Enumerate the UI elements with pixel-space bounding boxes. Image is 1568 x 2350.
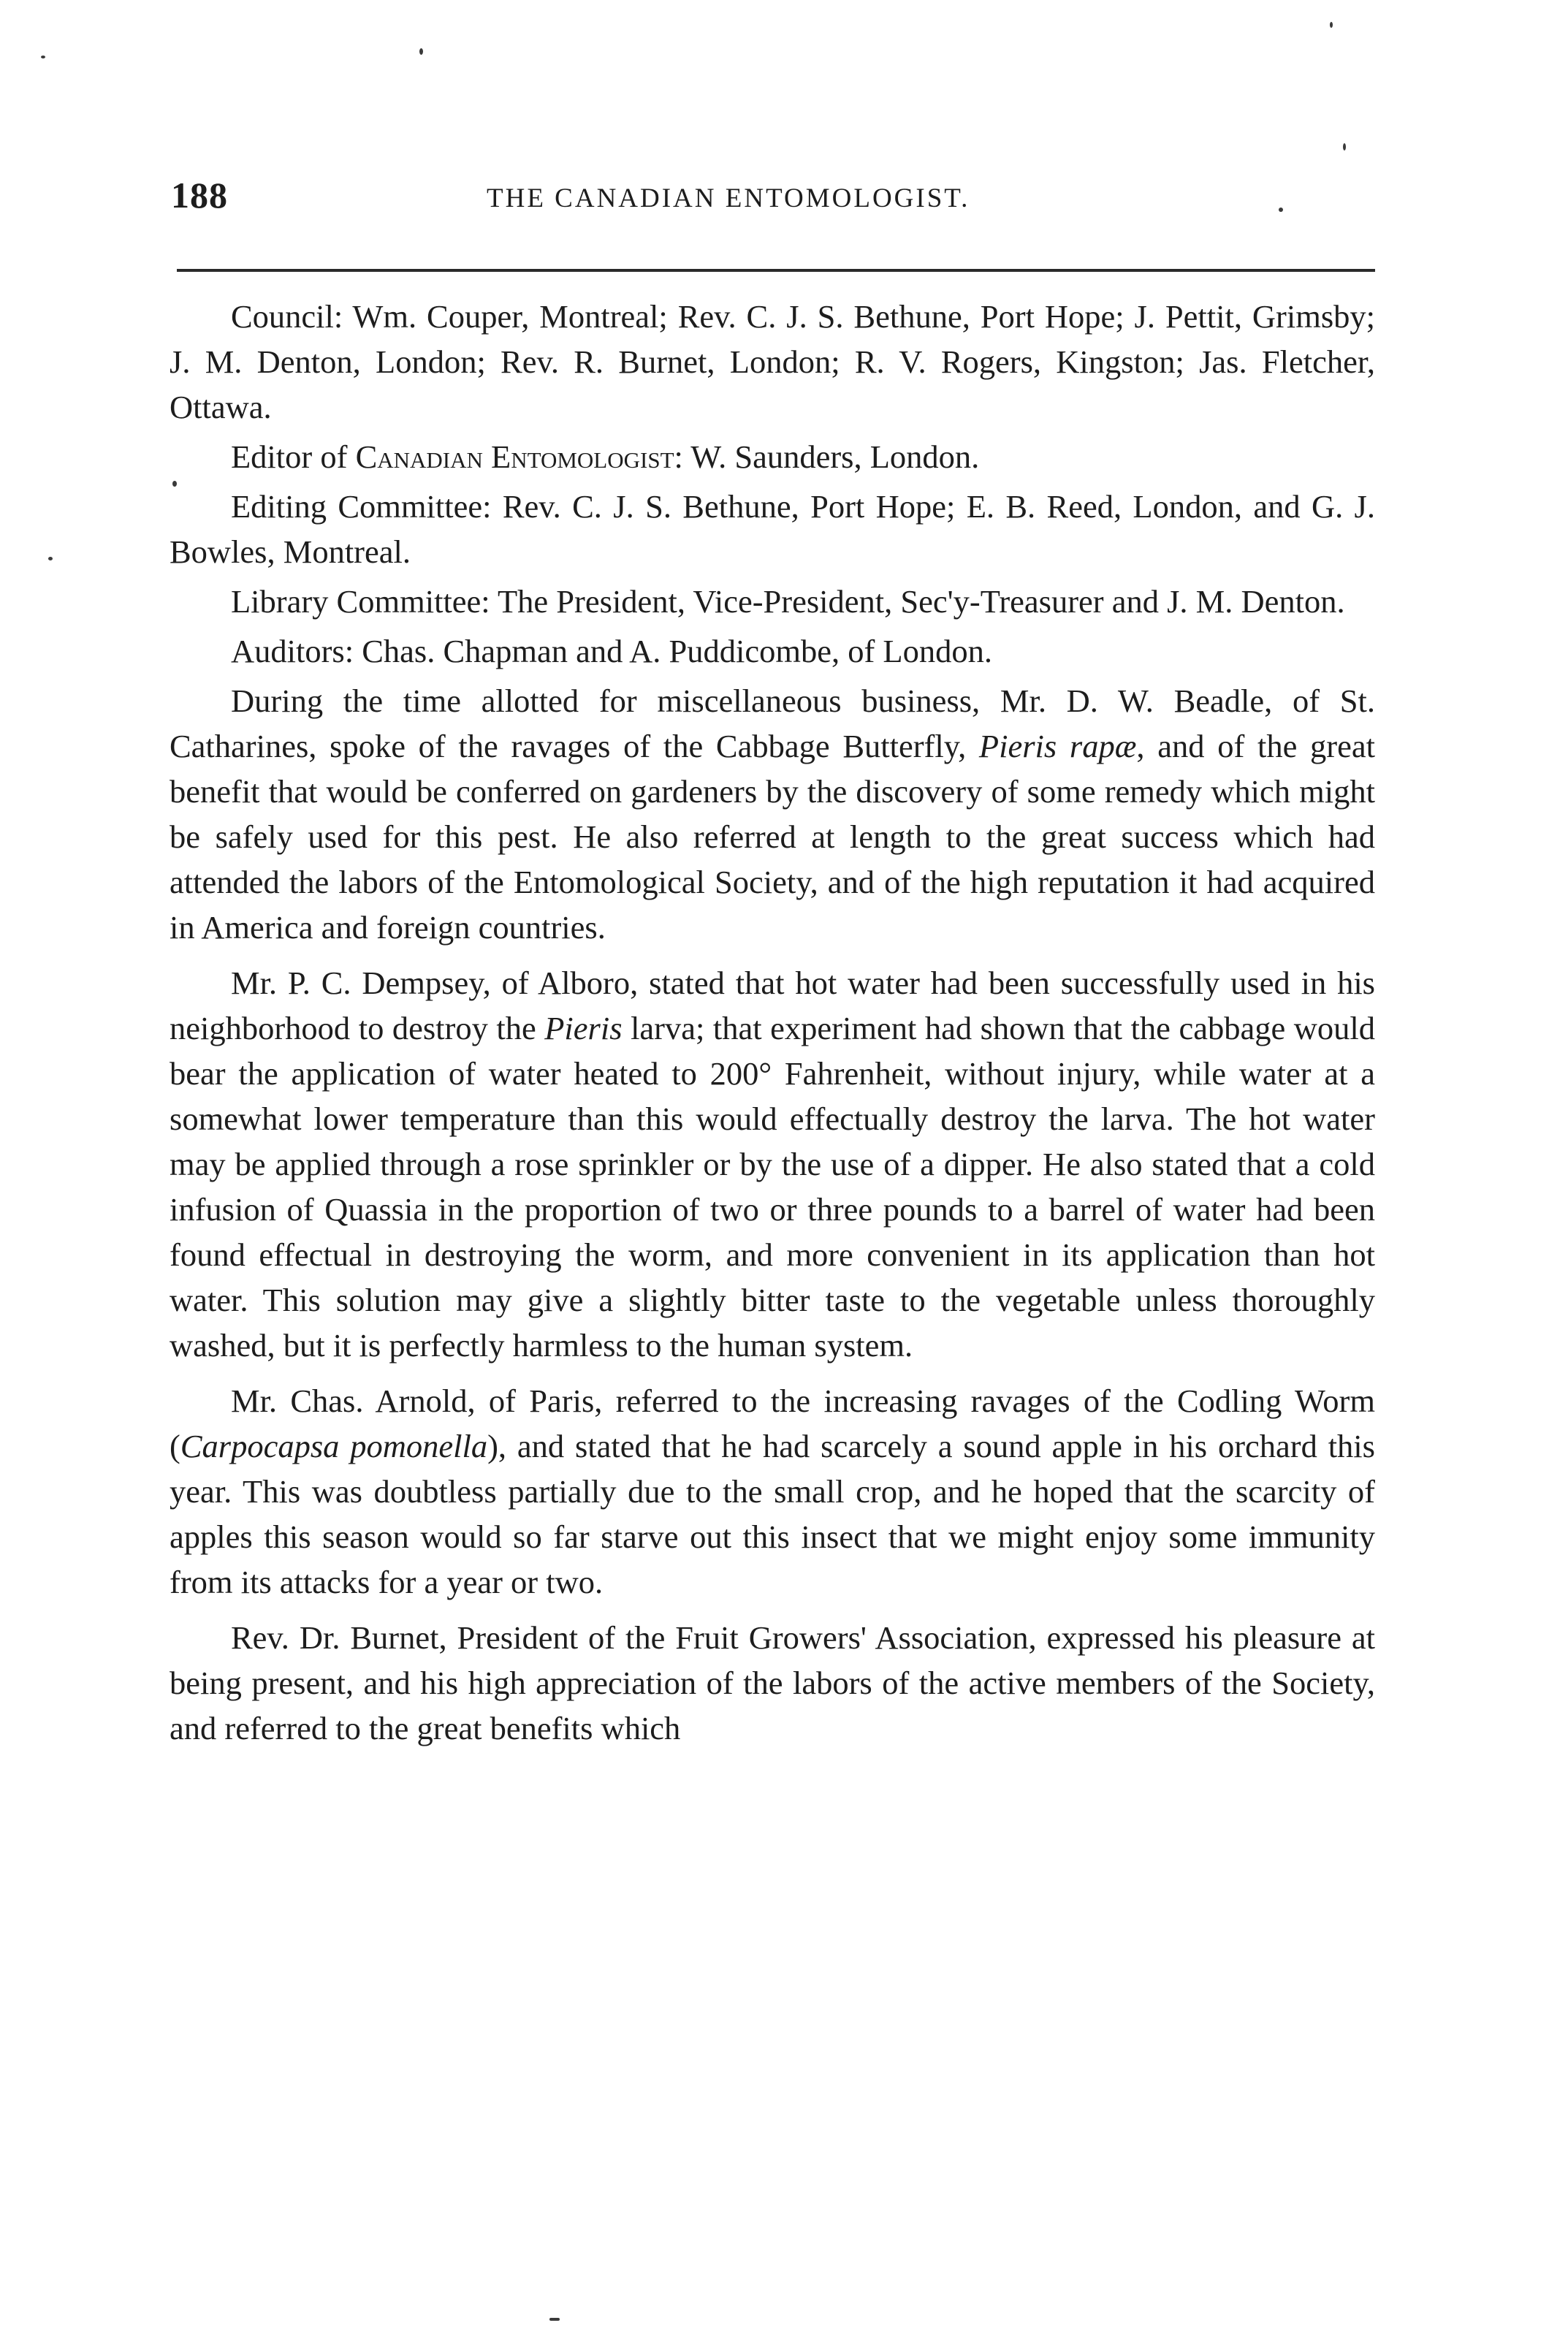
paragraph-auditors: Auditors: Chas. Chapman and A. Puddicombe, of London. (231, 633, 992, 669)
paragraph-editor (170, 434, 1375, 479)
paragraph-arnold-text-1: Mr. Chas. Arnold, of Paris, referred to the increasing ravages of the Codling Worm ( (170, 1383, 1375, 1464)
page-header (171, 174, 1374, 232)
page-number: 188 (171, 175, 228, 216)
paragraph-library-committee: Library Committee: The President, Vice-President, Sec'y-Treasurer and J. M. Denton. (231, 583, 1345, 620)
journal-title: Canadian Entomologist (355, 438, 674, 475)
running-head: THE CANADIAN ENTOMOLOGIST. (487, 183, 970, 213)
paragraph-dempsey-text-1: Mr. P. C. Dempsey, of Alboro, stated that hot water had been successfully used in his neighborhood to destroy the (170, 965, 1375, 1046)
paragraph-editing-committee: Editing Committee: Rev. C. J. S. Bethune, Port Hope; E. B. Reed, London, and G. J. Bowles, Montreal. (170, 488, 1375, 570)
species-name: Carpocapsa pomonella (180, 1428, 488, 1464)
paragraph-dempsey (170, 960, 1375, 1368)
scan-speck (549, 2318, 560, 2321)
editor-label: Editor of (231, 438, 356, 475)
scan-speck (419, 48, 423, 55)
paragraph-beadle-text-1: During the time allotted for miscellaneous business, Mr. D. W. Beadle, of St. Catharines, spoke of the ravages of the Cabbage Butterfly, (170, 682, 1375, 764)
body-text (170, 294, 1375, 1755)
paragraph-burnet: Rev. Dr. Burnet, President of the Fruit Growers' Association, expressed his pleasure at being present, and his high appreciation of the labors of the active members of the Society, and referred to the great benefits which (170, 1619, 1375, 1746)
scan-speck (172, 481, 177, 487)
paragraph-beadle-text-2: , and of the great benefit that would be conferred on gardeners by the discovery of some remedy which might be safely used for this pest. He also referred at length to the great success which had attended the labors of the Entomological Society, and of the high reputation it had acquired in America and foreign countries. (170, 728, 1375, 946)
header-rule (177, 269, 1375, 272)
paragraph-dempsey-text-2: larva; that experiment had shown that the cabbage would bear the application of water heated to 200° Fahrenheit, without injury, while water at a somewhat lower temperature than this would effectually destroy the larva. The hot water may be applied through a rose sprinkler or by the use of a dipper. He also stated that a cold infusion of Quassia in the proportion of two or three pounds to a barrel of water had been found effectual in destroying the worm, and more convenient in its application than hot water. This solution may give a slightly bitter taste to the vegetable unless thoroughly washed, but it is perfectly harmless to the human system. (170, 1010, 1375, 1364)
scan-speck (48, 557, 53, 560)
scan-speck (1330, 22, 1333, 28)
paragraph-beadle (170, 678, 1375, 950)
paragraph-arnold-text-2: ), and stated that he had scarcely a sound apple in his orchard this year. This was doubtless partially due to the small crop, and he hoped that the scarcity of apples this season would so far starve out this insect that we might enjoy some immunity from its attacks for a year or two. (170, 1428, 1375, 1600)
paragraph-council: Council: Wm. Couper, Montreal; Rev. C. J. S. Bethune, Port Hope; J. Pettit, Grimsby; J. M. Denton, London; Rev. R. Burnet, London; R. V. Rogers, Kingston; Jas. Fletcher, Ottawa. (170, 298, 1375, 425)
species-name: Pieris rapæ (978, 728, 1137, 764)
scan-speck (1279, 208, 1283, 212)
editor-name: : W. Saunders, London. (674, 438, 980, 475)
scan-speck (41, 56, 45, 58)
paragraph-arnold (170, 1378, 1375, 1605)
scan-speck (1343, 143, 1346, 151)
species-name: Pieris (544, 1010, 623, 1046)
